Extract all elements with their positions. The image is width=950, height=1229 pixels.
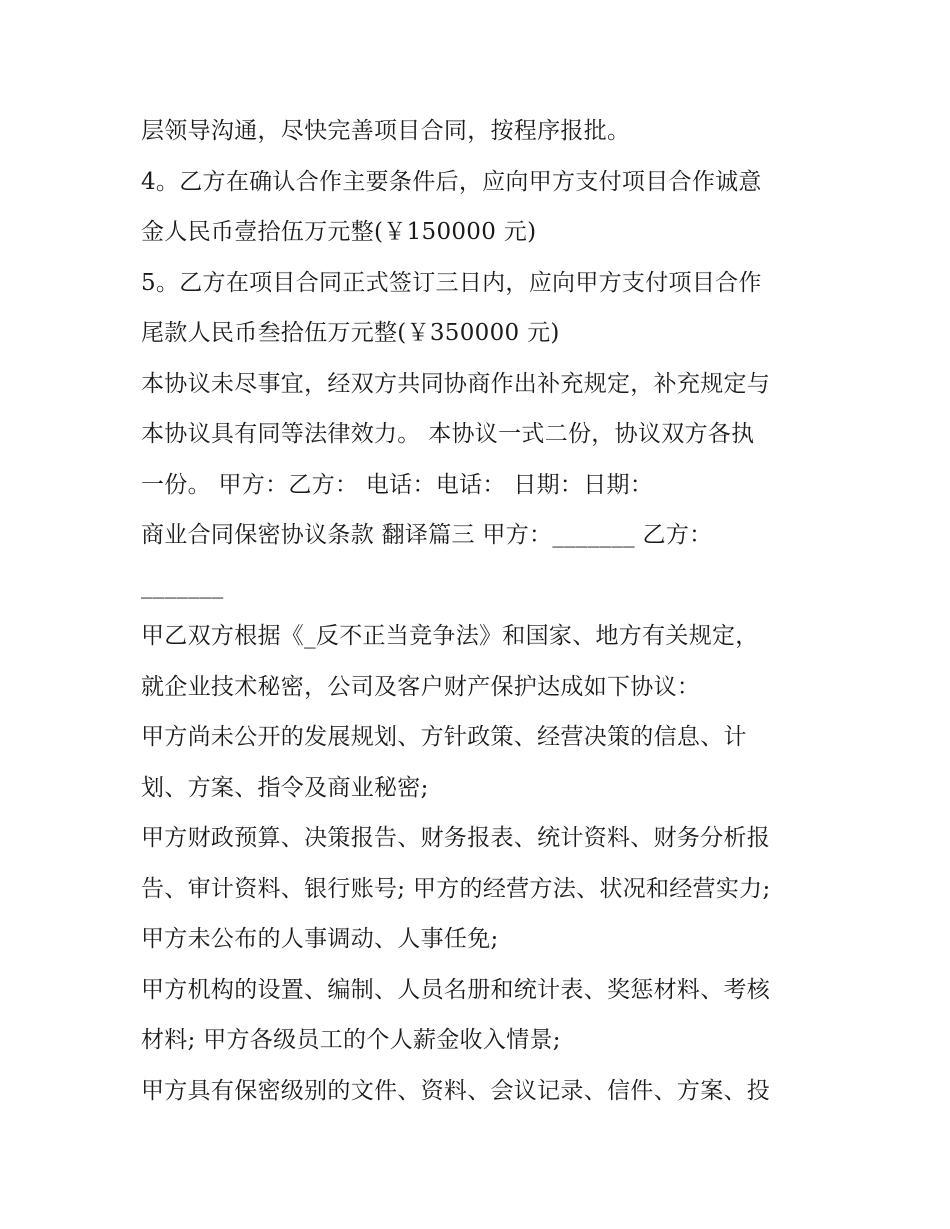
text-line: 尾款人民币叁拾伍万元整(￥350000 元) <box>141 320 560 346</box>
text-line: 金人民币壹拾伍万元整(￥150000 元) <box>141 219 537 245</box>
text-line: 甲方财政预算、决策报告、财务报表、统计资料、财务分析报 <box>141 825 771 851</box>
text-line: 告、审计资料、银行账号; 甲方的经营方法、状况和经营实力; <box>141 875 771 902</box>
document-body <box>141 106 821 1116</box>
text-line: 5。乙方在项目合同正式签订三日内，应向甲方支付项目合作 <box>141 269 762 296</box>
text-line: 层领导沟通，尽快完善项目合同，按程序报批。 <box>141 118 631 144</box>
text-line: 甲乙双方根据《_反不正当竞争法》和国家、地方有关规定， <box>141 623 759 649</box>
text-line: 划、方案、指令及商业秘密; <box>141 774 429 801</box>
text-line: 就企业技术秘密，公司及客户财产保护达成如下协议： <box>141 673 701 700</box>
text-line: 本协议未尽事宜，经双方共同协商作出补充规定，补充规定与 <box>141 370 771 397</box>
text-line: 甲方机构的设置、编制、人员名册和统计表、奖惩材料、考核 <box>141 976 771 1003</box>
text-line: 甲方具有保密级别的文件、资料、会议记录、信件、方案、投 <box>141 1077 771 1104</box>
text-line: 本协议具有同等法律效力。 本协议一式二份，协议双方各执 <box>141 421 755 447</box>
text-line: 甲方未公布的人事调动、人事任免; <box>141 926 499 952</box>
text-line: 4。乙方在确认合作主要条件后，应向甲方支付项目合作诚意 <box>141 168 762 195</box>
text-line: 一份。 甲方：乙方： 电话：电话： 日期：日期： <box>141 471 654 498</box>
text-line: 商业合同保密协议条款 翻译篇三 甲方：_______ 乙方： <box>141 522 713 548</box>
text-line: _______ <box>141 572 224 599</box>
text-line: 材料; 甲方各级员工的个人薪金收入情景; <box>141 1027 561 1053</box>
text-line: 甲方尚未公开的发展规划、方针政策、经营决策的信息、计 <box>141 724 747 750</box>
